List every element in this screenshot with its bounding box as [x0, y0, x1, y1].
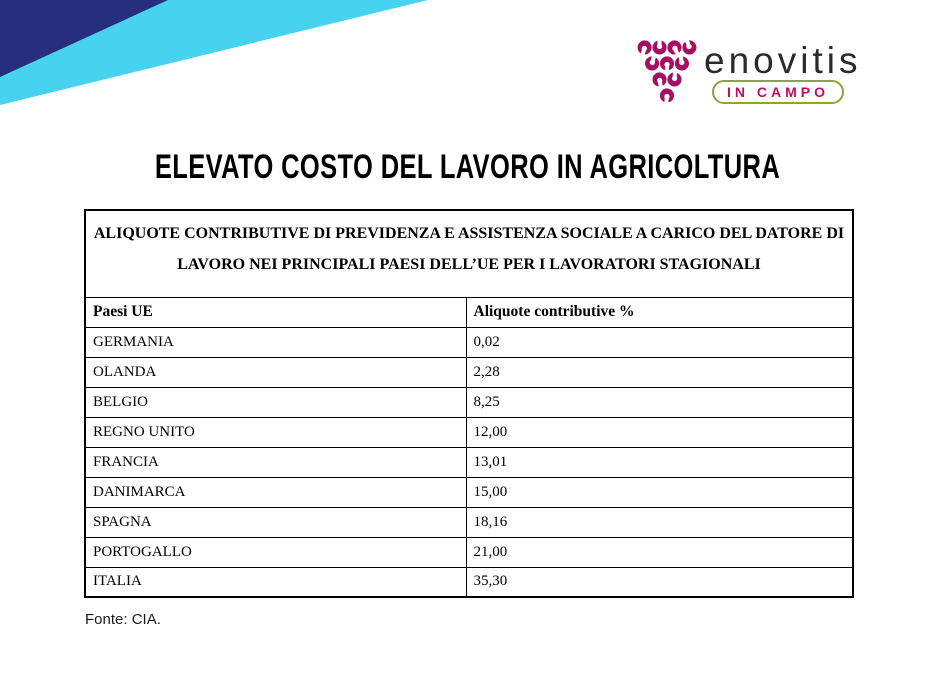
table-row: [85, 417, 853, 447]
country-cell: OLANDA: [85, 357, 466, 387]
country-cell: ITALIA: [85, 567, 466, 597]
table-row: [85, 537, 853, 567]
grape-bunch-icon: [636, 40, 698, 104]
table-header-row: [85, 297, 853, 327]
country-cell: PORTOGALLO: [85, 537, 466, 567]
table-caption: [85, 210, 853, 297]
rate-cell: 13,01: [466, 447, 853, 477]
page-title: ELEVATO COSTO DEL LAVORO IN AGRICOLTURA: [154, 147, 781, 186]
country-cell: GERMANIA: [85, 327, 466, 357]
source-note: Fonte: CIA.: [85, 611, 161, 628]
column-header-aliquote: Aliquote contributive %: [466, 297, 853, 327]
table-caption-line1: ALIQUOTE CONTRIBUTIVE DI PREVIDENZA E ASSISTENZA SOCIALE A CARICO DEL DATORE DI: [93, 225, 845, 242]
table-caption-line2: LAVORO NEI PRINCIPALI PAESI DELL’UE PER I LAVORATORI STAGIONALI: [177, 256, 761, 273]
in-campo-badge: IN CAMPO: [712, 80, 844, 104]
country-cell: BELGIO: [85, 387, 466, 417]
table-row: [85, 477, 853, 507]
rate-cell: 2,28: [466, 357, 853, 387]
rate-cell: 35,30: [466, 567, 853, 597]
column-header-paesi: Paesi UE: [85, 297, 466, 327]
table-row: [85, 447, 853, 477]
rate-cell: 21,00: [466, 537, 853, 567]
table-caption-row: [85, 210, 853, 297]
corner-swoosh-decoration: [0, 0, 430, 106]
rate-cell: 12,00: [466, 417, 853, 447]
table-row: [85, 567, 853, 597]
rate-cell: 15,00: [466, 477, 853, 507]
rate-cell: 18,16: [466, 507, 853, 537]
brand-wordmark: enovitis: [704, 40, 862, 81]
country-cell: REGNO UNITO: [85, 417, 466, 447]
table-row: [85, 507, 853, 537]
contribution-rates-table: [84, 209, 854, 598]
table-row: [85, 387, 853, 417]
country-cell: DANIMARCA: [85, 477, 466, 507]
rate-cell: 8,25: [466, 387, 853, 417]
country-cell: SPAGNA: [85, 507, 466, 537]
enovitis-logo: [634, 38, 904, 110]
table-row: [85, 327, 853, 357]
table-row: [85, 357, 853, 387]
rate-cell: 0,02: [466, 327, 853, 357]
country-cell: FRANCIA: [85, 447, 466, 477]
